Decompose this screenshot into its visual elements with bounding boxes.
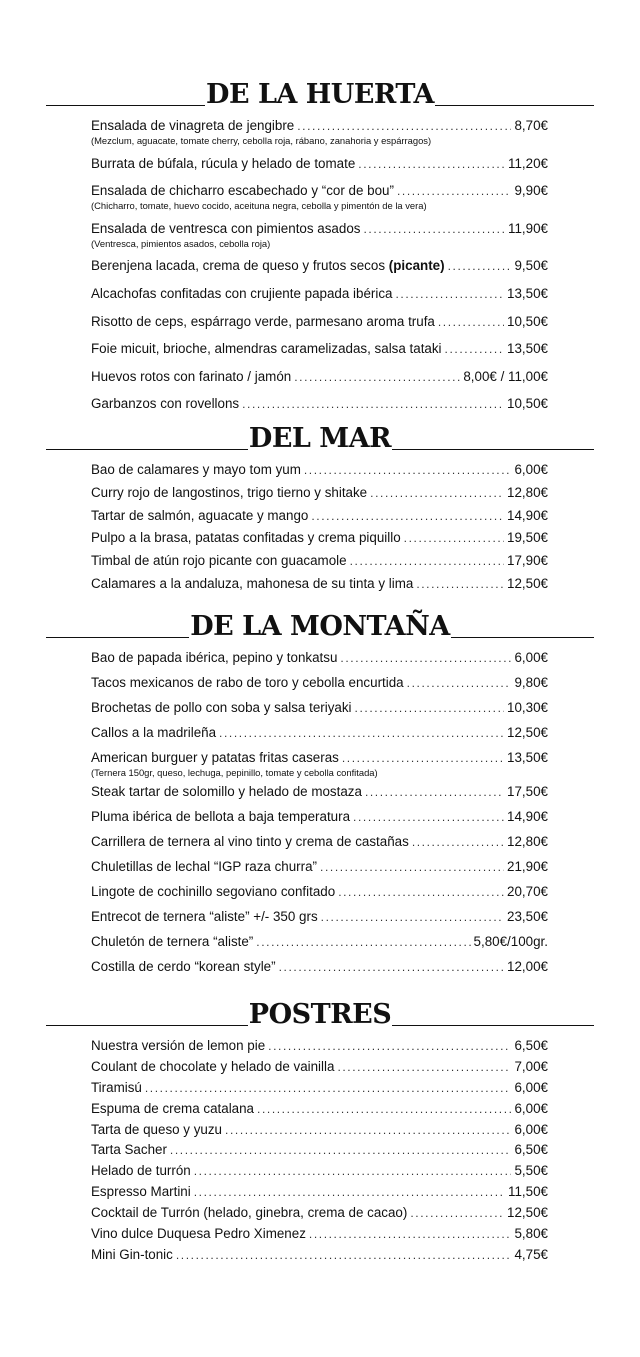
- dot-leader: [355, 700, 505, 717]
- section-del-mar: [0, 424, 640, 598]
- item-price: 9,90€: [514, 183, 548, 199]
- menu-item: [91, 575, 548, 598]
- menu-item: [91, 313, 548, 341]
- dot-leader: [338, 884, 504, 901]
- section-de-la-montana: [0, 612, 640, 983]
- item-price: 10,50€: [507, 313, 548, 329]
- menu-item: [91, 1246, 548, 1267]
- menu-item: [91, 1037, 548, 1058]
- dot-leader: [257, 1101, 511, 1118]
- item-price: 5,50€: [514, 1163, 548, 1179]
- menu-item: [91, 958, 548, 983]
- item-name: Steak tartar de solomillo y helado de mostaza: [91, 784, 362, 800]
- item-name: Espuma de crema catalana: [91, 1100, 255, 1116]
- menu-item: [91, 368, 548, 396]
- menu-item: [91, 1204, 548, 1225]
- item-name: Cocktail de Turrón (helado, ginebra, crema de cacao): [91, 1205, 408, 1221]
- item-name: Bao de calamares y mayo tom yum: [91, 462, 301, 477]
- item-price: 6,00€: [514, 462, 548, 477]
- dot-leader: [407, 675, 512, 692]
- item-name: Mini Gin-tonic: [91, 1246, 173, 1262]
- item-description: (Ternera 150gr, queso, lechuga, pepinillo, tomate y cebolla confitada): [91, 766, 378, 778]
- item-price: 12,00€: [507, 958, 548, 974]
- item-name: Pulpo a la brasa, patatas confitadas y crema piquillo: [91, 530, 401, 546]
- dot-leader: [395, 286, 504, 303]
- dot-leader: [365, 784, 504, 801]
- item-price: 6,50€: [514, 1142, 548, 1158]
- item-price: 13,50€: [507, 749, 548, 765]
- menu-item: [91, 674, 548, 699]
- dot-leader: [176, 1247, 512, 1264]
- dot-leader: [321, 909, 504, 926]
- item-name: Risotto de ceps, espárrago verde, parmesano aroma trufa: [91, 313, 435, 329]
- item-price: 11,20€: [508, 155, 548, 171]
- menu-item: [91, 699, 548, 724]
- item-price: 7,00€: [514, 1058, 548, 1074]
- dot-leader: [297, 118, 511, 135]
- item-price: 20,70€: [507, 884, 548, 900]
- item-price: 12,50€: [507, 575, 548, 591]
- menu-item: [91, 833, 548, 858]
- item-name: Lingote de cochinillo segoviano confitado: [91, 884, 336, 900]
- section-header: [0, 80, 640, 110]
- item-price: 23,50€: [507, 908, 548, 924]
- item-name: Huevos rotos con farinato / jamón: [91, 368, 292, 384]
- item-price: 12,50€: [507, 1205, 548, 1221]
- menu-item: [91, 883, 548, 908]
- menu-item: [91, 182, 548, 220]
- item-price: 14,90€: [507, 507, 548, 523]
- dot-leader: [311, 508, 504, 525]
- section-header: [0, 1000, 640, 1030]
- item-name: Alcachofas confitadas con crujiente papada ibérica: [91, 285, 393, 301]
- item-name: Tartar de salmón, aguacate y mango: [91, 507, 309, 523]
- dot-leader: [294, 369, 460, 386]
- item-name: Tacos mexicanos de rabo de toro y cebolla encurtida: [91, 674, 404, 690]
- dot-leader: [340, 650, 511, 667]
- item-name: Callos a la madrileña: [91, 724, 217, 740]
- dot-leader: [342, 750, 504, 767]
- section-de-la-huerta: [0, 80, 640, 423]
- menu-item: [91, 808, 548, 833]
- menu-item: [91, 1183, 548, 1204]
- section-title: DE LA HUERTA: [206, 79, 434, 110]
- item-name: Vino dulce Duquesa Pedro Ximenez: [91, 1226, 306, 1242]
- item-name: Carrillera de ternera al vino tinto y crema de castañas: [91, 834, 409, 850]
- dot-leader: [242, 396, 504, 413]
- menu-item: [91, 858, 548, 883]
- item-name: Foie micuit, brioche, almendras caramelizadas, salsa tataki: [91, 341, 442, 357]
- menu-item: [91, 1079, 548, 1100]
- item-name: Chuletón de ternera “aliste”: [91, 933, 254, 949]
- item-name: Nuestra versión de lemon pie: [91, 1038, 266, 1053]
- item-name: Ensalada de vinagreta de jengibre: [91, 118, 295, 133]
- item-price: 9,50€: [514, 258, 548, 274]
- item-name-highlight: (picante): [388, 258, 445, 274]
- dot-leader: [145, 1080, 512, 1097]
- item-price: 12,80€: [507, 834, 548, 850]
- item-description: (Mezclum, aguacate, tomate cherry, cebolla roja, rábano, zanahoria y espárragos): [91, 135, 432, 146]
- dot-leader: [279, 959, 504, 976]
- dot-leader: [363, 221, 505, 238]
- item-price: 6,00€: [514, 1079, 548, 1095]
- item-price: 17,50€: [507, 784, 548, 800]
- dot-leader: [397, 183, 512, 200]
- item-name: Curry rojo de langostinos, trigo tierno y shitake: [91, 484, 368, 500]
- item-price: 8,00€ / 11,00€: [463, 368, 548, 384]
- item-name: Espresso Martini: [91, 1184, 191, 1200]
- item-name: Chuletillas de lechal “IGP raza churra”: [91, 859, 318, 875]
- menu-item: [91, 783, 548, 808]
- item-name: Tarta Sacher: [91, 1142, 167, 1158]
- dot-leader: [350, 553, 504, 570]
- item-name: Burrata de búfala, rúcula y helado de tomate: [91, 155, 356, 171]
- section-header: [0, 424, 640, 454]
- menu-item: [91, 749, 548, 784]
- menu-item: [91, 285, 548, 313]
- dot-leader: [416, 576, 504, 593]
- menu-item: [91, 340, 548, 368]
- item-price: 14,90€: [507, 809, 548, 825]
- item-price: 12,50€: [507, 724, 548, 740]
- item-name: Ensalada de ventresca con pimientos asados: [91, 220, 361, 236]
- item-price: 21,90€: [507, 859, 548, 875]
- item-name: Helado de turrón: [91, 1163, 191, 1179]
- dot-leader: [448, 258, 512, 275]
- item-name: Tiramisú: [91, 1079, 142, 1095]
- item-name: Calamares a la andaluza, mahonesa de su tinta y lima: [91, 575, 414, 591]
- item-price: 12,80€: [507, 484, 548, 500]
- item-name: Berenjena lacada, crema de queso y frutos secos: [91, 258, 386, 274]
- item-price: 10,50€: [507, 396, 548, 412]
- menu-item: [91, 1121, 548, 1142]
- dot-leader: [438, 314, 504, 331]
- dot-leader: [370, 485, 504, 502]
- section-title: POSTRES: [248, 999, 392, 1030]
- menu-item: [91, 117, 548, 155]
- menu-item: [91, 395, 548, 423]
- item-price: 17,90€: [507, 553, 548, 569]
- menu-item: [91, 1225, 548, 1246]
- item-price: 11,90€: [508, 220, 548, 236]
- item-description: (Chicharro, tomate, huevo cocido, aceituna negra, cebolla y pimentón de la vera): [91, 200, 427, 212]
- menu-item: [91, 1162, 548, 1183]
- menu-item: [91, 649, 548, 674]
- item-price: 6,00€: [514, 650, 548, 665]
- menu-item: [91, 1141, 548, 1162]
- menu-item: [91, 1100, 548, 1121]
- item-price: 9,80€: [514, 674, 548, 690]
- menu-item: [91, 1058, 548, 1079]
- section-header: [0, 612, 640, 642]
- item-price: 19,50€: [507, 530, 548, 546]
- item-name: Coulant de chocolate y helado de vainilla: [91, 1058, 335, 1074]
- item-price: 6,00€: [514, 1100, 548, 1116]
- dot-leader: [445, 341, 504, 358]
- dot-leader: [410, 1205, 504, 1222]
- item-price: 13,50€: [507, 285, 548, 301]
- menu-item: [91, 529, 548, 552]
- menu-item: [91, 908, 548, 933]
- dot-leader: [268, 1038, 511, 1055]
- item-price: 10,30€: [507, 699, 548, 715]
- item-name: Timbal de atún rojo picante con guacamole: [91, 553, 347, 569]
- item-price: 8,70€: [514, 118, 548, 133]
- dot-leader: [256, 934, 470, 951]
- item-price: 5,80€/100gr.: [473, 933, 548, 949]
- menu-item: [91, 257, 548, 285]
- section-title: DE LA MONTAÑA: [190, 611, 450, 642]
- dot-leader: [304, 462, 512, 479]
- item-name: American burguer y patatas fritas caseras: [91, 749, 339, 765]
- dot-leader: [404, 530, 504, 547]
- menu-item: [91, 155, 548, 183]
- item-name: Garbanzos con rovellons: [91, 396, 240, 412]
- menu-item: [91, 507, 548, 530]
- dot-leader: [225, 1122, 511, 1139]
- menu-item: [91, 724, 548, 749]
- dot-leader: [309, 1226, 512, 1243]
- menu-item: [91, 484, 548, 507]
- dot-leader: [219, 725, 504, 742]
- item-price: 13,50€: [507, 341, 548, 357]
- dot-leader: [194, 1184, 505, 1201]
- item-name: Pluma ibérica de bellota a baja temperatura: [91, 809, 351, 825]
- item-name: Entrecot de ternera “aliste” +/- 350 grs: [91, 908, 318, 924]
- dot-leader: [320, 859, 504, 876]
- dot-leader: [170, 1142, 512, 1159]
- menu-item: [91, 461, 548, 484]
- section-title: DEL MAR: [248, 423, 392, 454]
- menu-item: [91, 933, 548, 958]
- dot-leader: [337, 1059, 511, 1076]
- item-name: Bao de papada ibérica, pepino y tonkatsu: [91, 650, 338, 665]
- dot-leader: [358, 156, 505, 173]
- item-description: (Ventresca, pimientos asados, cebolla roja): [91, 237, 271, 249]
- menu-item: [91, 552, 548, 575]
- item-name: Ensalada de chicharro escabechado y “cor de bou”: [91, 183, 394, 199]
- dot-leader: [412, 834, 504, 851]
- item-name: Tarta de queso y yuzu: [91, 1121, 223, 1137]
- item-price: 5,80€: [514, 1226, 548, 1242]
- dot-leader: [353, 809, 504, 826]
- item-name: Costilla de cerdo “korean style”: [91, 958, 276, 974]
- dot-leader: [194, 1163, 512, 1180]
- item-price: 6,50€: [514, 1038, 548, 1053]
- item-price: 4,75€: [514, 1246, 548, 1262]
- menu-item: [91, 220, 548, 258]
- item-price: 11,50€: [508, 1184, 548, 1200]
- section-postres: [0, 1000, 640, 1267]
- item-price: 6,00€: [514, 1121, 548, 1137]
- item-name: Brochetas de pollo con soba y salsa teriyaki: [91, 699, 352, 715]
